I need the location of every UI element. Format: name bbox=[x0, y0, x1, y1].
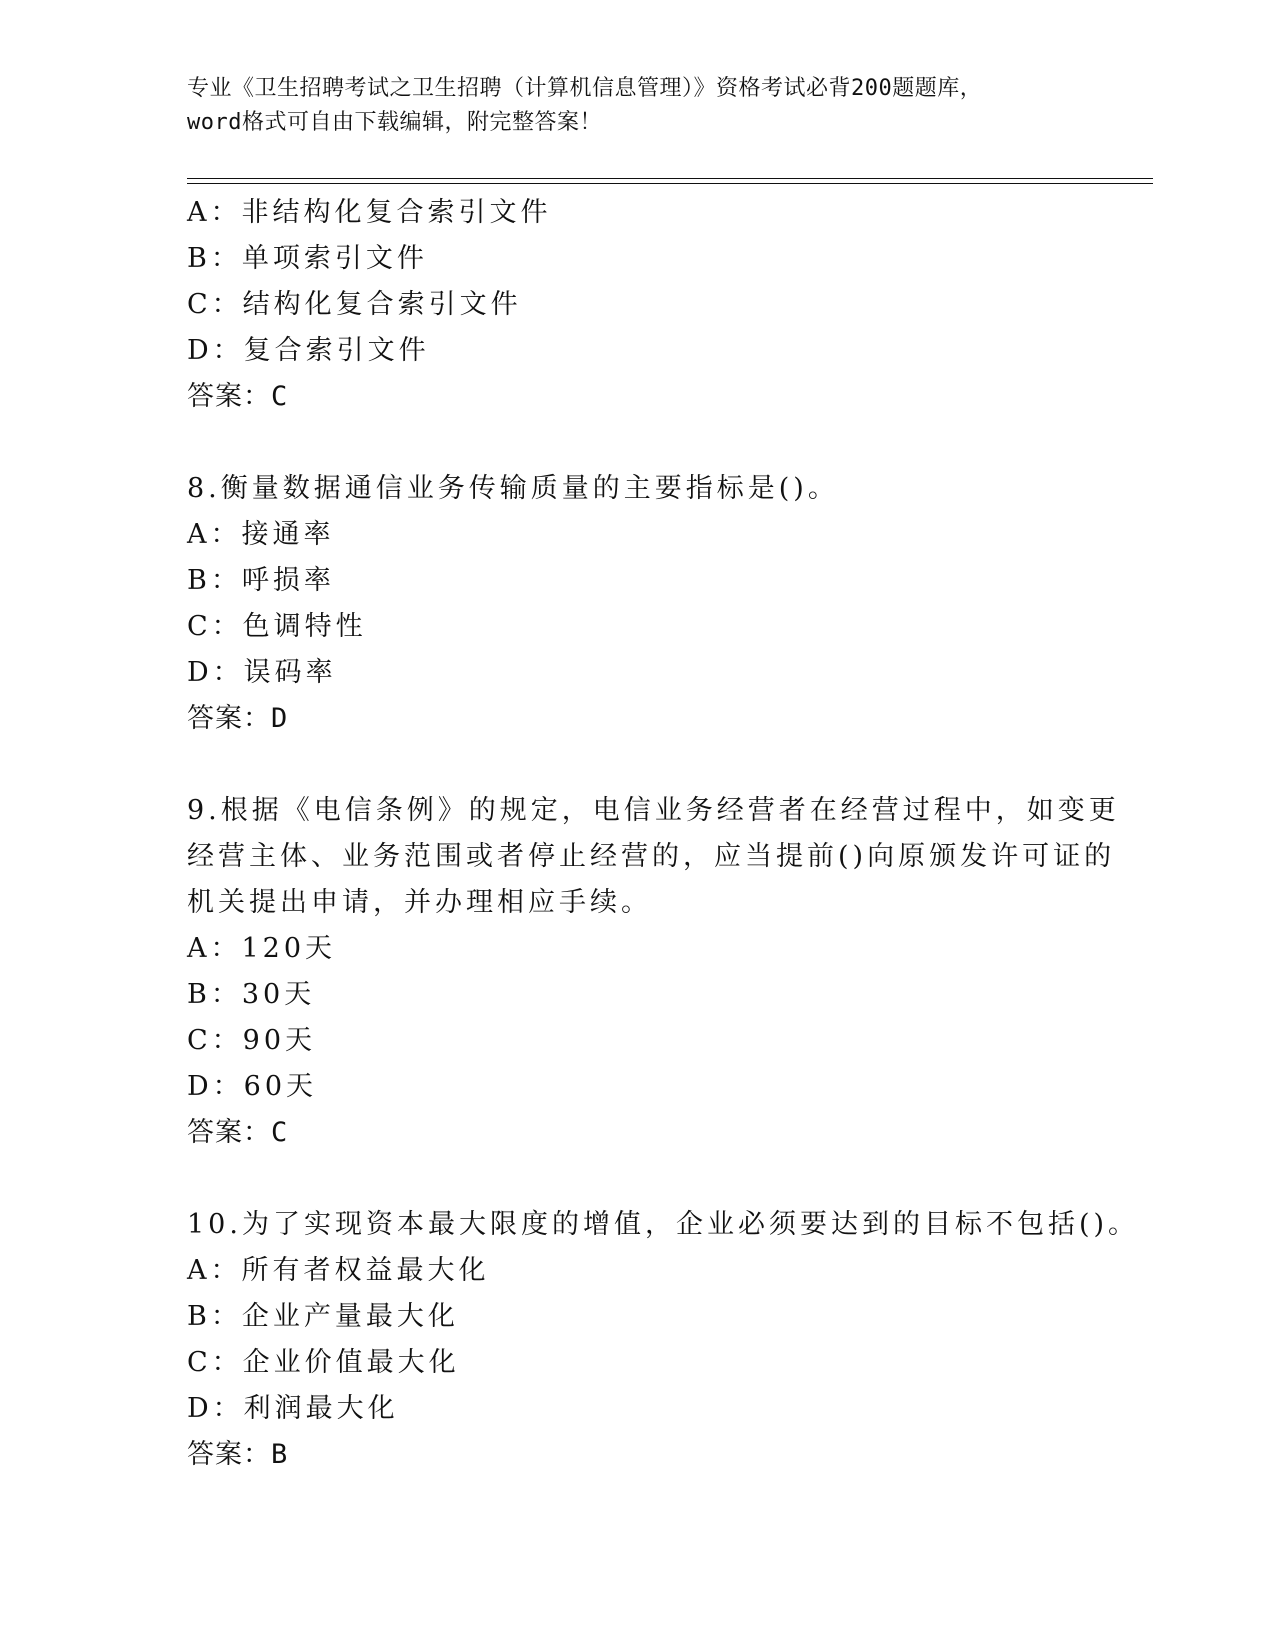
option-a: A：120天 bbox=[187, 933, 337, 964]
question-stem-line-2: 经营主体、业务范围或者停止经营的，应当提前()向原颁发许可证的 bbox=[187, 841, 1116, 872]
answer: 答案：B bbox=[187, 1439, 289, 1470]
question-stem: 8.衡量数据通信业务传输质量的主要指标是()。 bbox=[187, 473, 839, 504]
question-stem: 10.为了实现资本最大限度的增值，企业必须要达到的目标不包括()。 bbox=[187, 1209, 1140, 1240]
option-d: D：利润最大化 bbox=[187, 1393, 399, 1424]
answer: 答案：C bbox=[187, 1117, 289, 1148]
option-c: C：90天 bbox=[187, 1025, 317, 1056]
header-rule-top bbox=[187, 178, 1153, 179]
question-list bbox=[187, 190, 1140, 1478]
header-rule-bottom bbox=[187, 183, 1153, 184]
question-stem-line-1: 9.根据《电信条例》的规定，电信业务经营者在经营过程中，如变更 bbox=[187, 795, 1120, 826]
header-line-1: 专业《卫生招聘考试之卫生招聘（计算机信息管理）》资格考试必背200题题库， bbox=[187, 76, 983, 101]
option-a: A：接通率 bbox=[187, 519, 335, 550]
answer: 答案：D bbox=[187, 703, 289, 734]
option-c: C：结构化复合索引文件 bbox=[187, 289, 522, 320]
option-b: B：单项索引文件 bbox=[187, 243, 428, 274]
answer: 答案：C bbox=[187, 381, 289, 412]
option-d: D：60天 bbox=[187, 1071, 318, 1102]
question-8 bbox=[187, 466, 1087, 742]
question-stem-line-3: 机关提出申请，并办理相应手续。 bbox=[187, 887, 652, 918]
header-line-2: word格式可自由下载编辑，附完整答案！ bbox=[187, 110, 602, 135]
option-d: D：误码率 bbox=[187, 657, 337, 688]
question-10 bbox=[187, 1202, 1140, 1478]
option-a: A：所有者权益最大化 bbox=[187, 1255, 490, 1286]
question-9 bbox=[187, 788, 1120, 1156]
option-b: B：企业产量最大化 bbox=[187, 1301, 459, 1332]
option-d: D：复合索引文件 bbox=[187, 335, 430, 366]
option-b: B：30天 bbox=[187, 979, 316, 1010]
option-b: B：呼损率 bbox=[187, 565, 335, 596]
question-7 bbox=[187, 190, 1087, 420]
document-header bbox=[187, 72, 1087, 140]
option-c: C：色调特性 bbox=[187, 611, 367, 642]
option-c: C：企业价值最大化 bbox=[187, 1347, 460, 1378]
option-a: A：非结构化复合索引文件 bbox=[187, 197, 552, 228]
